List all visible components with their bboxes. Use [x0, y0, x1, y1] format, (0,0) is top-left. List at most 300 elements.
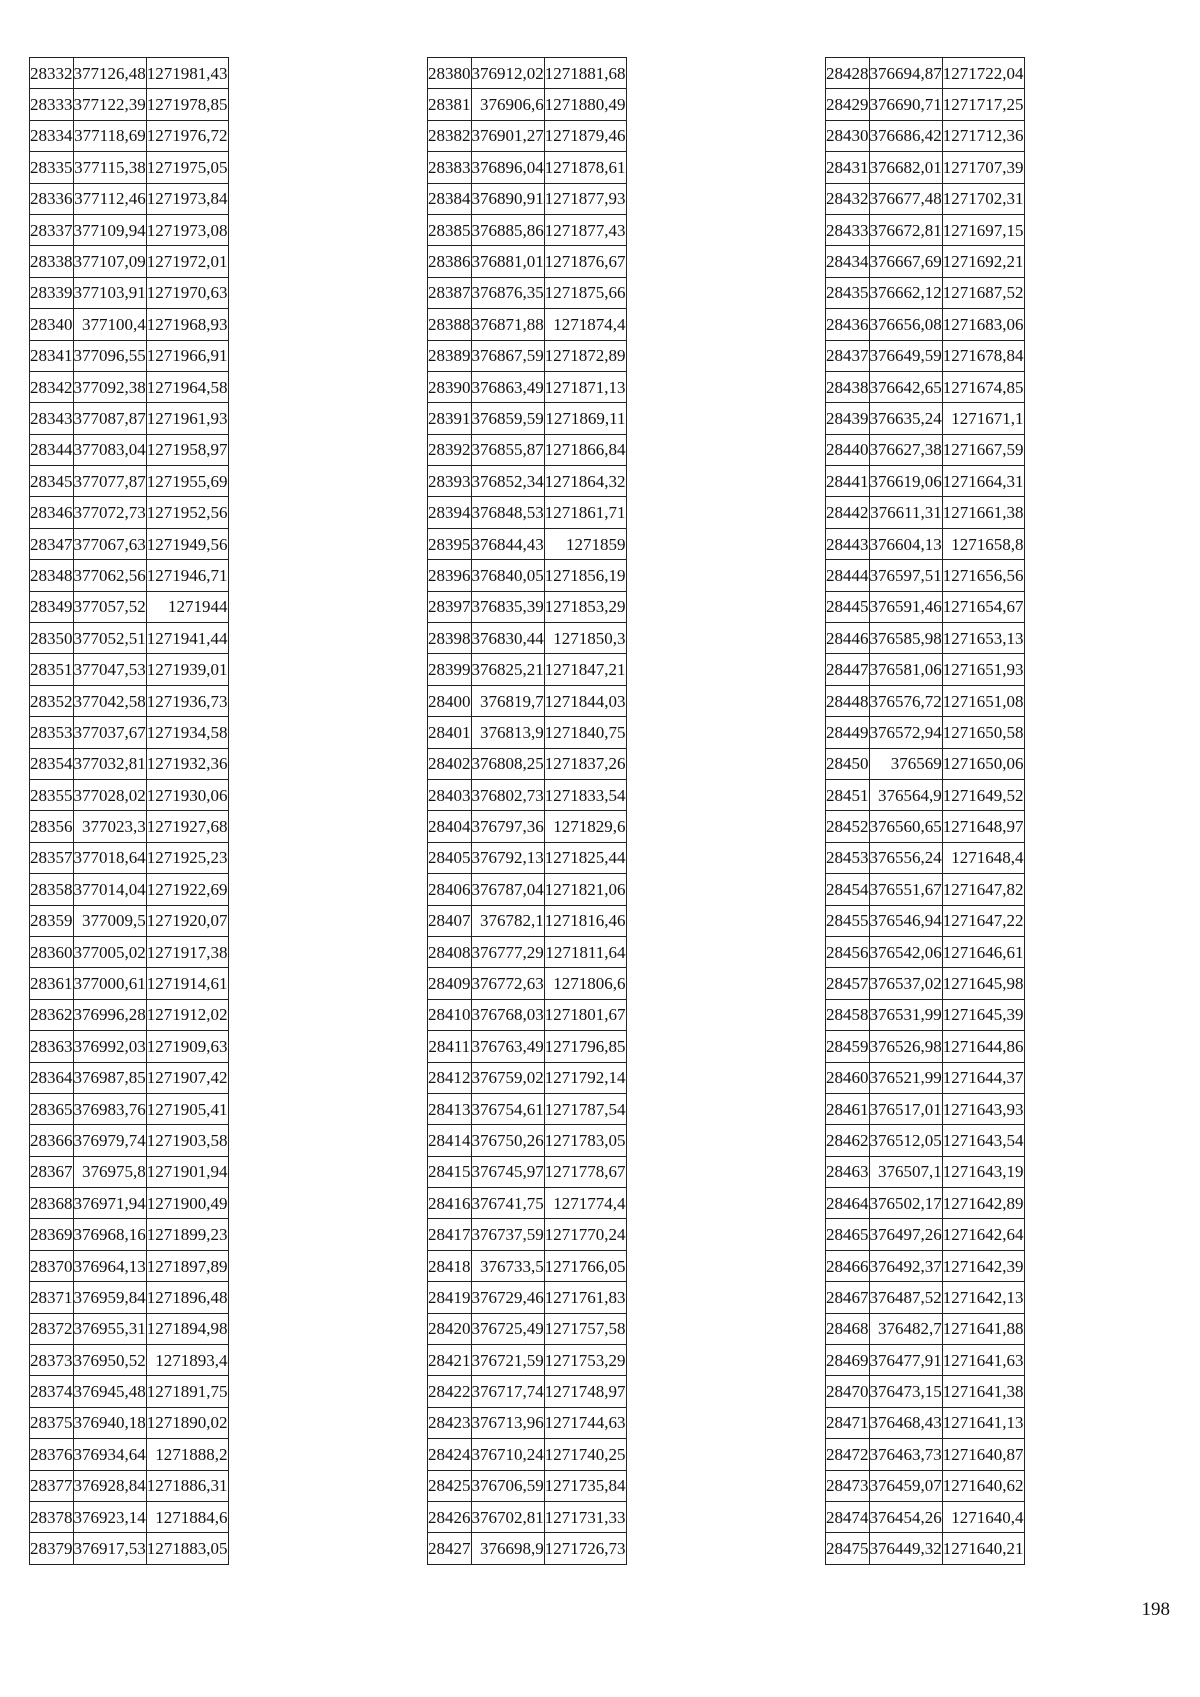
point-number-cell: 28397: [428, 591, 472, 622]
point-number-cell: 28370: [30, 1250, 74, 1281]
x-coordinate-cell: 376983,76: [73, 1093, 146, 1124]
table-row: [826, 1188, 1025, 1219]
y-coordinate-cell: 1271869,11: [544, 403, 626, 434]
table-row: [428, 1376, 627, 1407]
table-row: [428, 152, 627, 183]
table-row: [30, 58, 229, 89]
y-coordinate-cell: 1271640,62: [942, 1470, 1024, 1501]
y-coordinate-cell: 1271886,31: [146, 1470, 228, 1501]
point-number-cell: 28461: [826, 1093, 870, 1124]
x-coordinate-cell: 376754,61: [471, 1093, 544, 1124]
x-coordinate-cell: 376934,64: [73, 1439, 146, 1470]
table-row: [428, 779, 627, 810]
x-coordinate-cell: 376556,24: [869, 842, 942, 873]
point-number-cell: 28341: [30, 340, 74, 371]
table-row: [428, 309, 627, 340]
point-number-cell: 28445: [826, 591, 870, 622]
point-number-cell: 28386: [428, 246, 472, 277]
x-coordinate-cell: 376517,01: [869, 1093, 942, 1124]
x-coordinate-cell: 376497,26: [869, 1219, 942, 1250]
x-coordinate-cell: 377062,56: [73, 560, 146, 591]
x-coordinate-cell: 376792,13: [471, 842, 544, 873]
point-number-cell: 28358: [30, 874, 74, 905]
y-coordinate-cell: 1271837,26: [544, 748, 626, 779]
y-coordinate-cell: 1271866,84: [544, 434, 626, 465]
y-coordinate-cell: 1271650,58: [942, 717, 1024, 748]
table-row: [826, 591, 1025, 622]
point-number-cell: 28416: [428, 1188, 472, 1219]
y-coordinate-cell: 1271874,4: [544, 309, 626, 340]
x-coordinate-cell: 376619,06: [869, 466, 942, 497]
y-coordinate-cell: 1271859: [544, 528, 626, 559]
point-number-cell: 28474: [826, 1501, 870, 1532]
x-coordinate-cell: 377042,58: [73, 685, 146, 716]
y-coordinate-cell: 1271970,63: [146, 277, 228, 308]
table-row: [826, 748, 1025, 779]
x-coordinate-cell: 376876,35: [471, 277, 544, 308]
point-number-cell: 28468: [826, 1313, 870, 1344]
y-coordinate-cell: 1271840,75: [544, 717, 626, 748]
y-coordinate-cell: 1271651,93: [942, 654, 1024, 685]
point-number-cell: 28379: [30, 1533, 74, 1564]
table-row: [826, 340, 1025, 371]
table-row: [428, 371, 627, 402]
point-number-cell: 28367: [30, 1156, 74, 1187]
table-row: [30, 120, 229, 151]
point-number-cell: 28339: [30, 277, 74, 308]
table-row: [826, 654, 1025, 685]
point-number-cell: 28401: [428, 717, 472, 748]
x-coordinate-cell: 376782,1: [471, 905, 544, 936]
table-row: [428, 1533, 627, 1564]
point-number-cell: 28471: [826, 1407, 870, 1438]
y-coordinate-cell: 1271972,01: [146, 246, 228, 277]
table-row: [30, 1031, 229, 1062]
y-coordinate-cell: 1271651,08: [942, 685, 1024, 716]
y-coordinate-cell: 1271783,05: [544, 1125, 626, 1156]
x-coordinate-cell: 376802,73: [471, 779, 544, 810]
point-number-cell: 28428: [826, 58, 870, 89]
point-number-cell: 28398: [428, 623, 472, 654]
y-coordinate-cell: 1271648,97: [942, 811, 1024, 842]
table-row: [428, 1062, 627, 1093]
x-coordinate-cell: 376564,9: [869, 779, 942, 810]
y-coordinate-cell: 1271735,84: [544, 1470, 626, 1501]
x-coordinate-cell: 376468,43: [869, 1407, 942, 1438]
y-coordinate-cell: 1271903,58: [146, 1125, 228, 1156]
point-number-cell: 28454: [826, 874, 870, 905]
x-coordinate-cell: 376682,01: [869, 152, 942, 183]
x-coordinate-cell: 376713,96: [471, 1407, 544, 1438]
y-coordinate-cell: 1271876,67: [544, 246, 626, 277]
point-number-cell: 28389: [428, 340, 472, 371]
x-coordinate-cell: 376702,81: [471, 1501, 544, 1532]
y-coordinate-cell: 1271912,02: [146, 999, 228, 1030]
point-number-cell: 28360: [30, 936, 74, 967]
y-coordinate-cell: 1271968,93: [146, 309, 228, 340]
y-coordinate-cell: 1271944: [146, 591, 228, 622]
x-coordinate-cell: 376923,14: [73, 1501, 146, 1532]
table-row: [30, 1156, 229, 1187]
table-row: [826, 1376, 1025, 1407]
point-number-cell: 28359: [30, 905, 74, 936]
y-coordinate-cell: 1271640,21: [942, 1533, 1024, 1564]
y-coordinate-cell: 1271958,97: [146, 434, 228, 465]
y-coordinate-cell: 1271896,48: [146, 1282, 228, 1313]
point-number-cell: 28460: [826, 1062, 870, 1093]
y-coordinate-cell: 1271973,84: [146, 183, 228, 214]
table-row: [428, 1031, 627, 1062]
table-row: [428, 842, 627, 873]
x-coordinate-cell: 376502,17: [869, 1188, 942, 1219]
table-row: [428, 1439, 627, 1470]
y-coordinate-cell: 1271877,93: [544, 183, 626, 214]
y-coordinate-cell: 1271674,85: [942, 371, 1024, 402]
table-row: [826, 1345, 1025, 1376]
table-row: [826, 120, 1025, 151]
table-row: [30, 999, 229, 1030]
point-number-cell: 28452: [826, 811, 870, 842]
y-coordinate-cell: 1271722,04: [942, 58, 1024, 89]
table-row: [428, 623, 627, 654]
y-coordinate-cell: 1271692,21: [942, 246, 1024, 277]
point-number-cell: 28411: [428, 1031, 472, 1062]
table-row: [428, 1313, 627, 1344]
y-coordinate-cell: 1271891,75: [146, 1376, 228, 1407]
point-number-cell: 28433: [826, 214, 870, 245]
y-coordinate-cell: 1271880,49: [544, 89, 626, 120]
y-coordinate-cell: 1271712,36: [942, 120, 1024, 151]
y-coordinate-cell: 1271661,38: [942, 497, 1024, 528]
table-row: [826, 999, 1025, 1030]
point-number-cell: 28373: [30, 1345, 74, 1376]
point-number-cell: 28381: [428, 89, 472, 120]
point-number-cell: 28344: [30, 434, 74, 465]
table-row: [30, 152, 229, 183]
table-row: [428, 434, 627, 465]
table-row: [826, 434, 1025, 465]
y-coordinate-cell: 1271643,54: [942, 1125, 1024, 1156]
x-coordinate-cell: 377112,46: [73, 183, 146, 214]
point-number-cell: 28431: [826, 152, 870, 183]
table-row: [30, 1282, 229, 1313]
point-number-cell: 28413: [428, 1093, 472, 1124]
x-coordinate-cell: 377057,52: [73, 591, 146, 622]
table-row: [30, 1439, 229, 1470]
table-row: [826, 309, 1025, 340]
point-number-cell: 28345: [30, 466, 74, 497]
point-number-cell: 28464: [826, 1188, 870, 1219]
y-coordinate-cell: 1271654,67: [942, 591, 1024, 622]
point-number-cell: 28383: [428, 152, 472, 183]
point-number-cell: 28378: [30, 1501, 74, 1532]
y-coordinate-cell: 1271641,13: [942, 1407, 1024, 1438]
point-number-cell: 28394: [428, 497, 472, 528]
y-coordinate-cell: 1271647,22: [942, 905, 1024, 936]
x-coordinate-cell: 377092,38: [73, 371, 146, 402]
point-number-cell: 28475: [826, 1533, 870, 1564]
x-coordinate-cell: 376940,18: [73, 1407, 146, 1438]
x-coordinate-cell: 377000,61: [73, 968, 146, 999]
x-coordinate-cell: 376717,74: [471, 1376, 544, 1407]
x-coordinate-cell: 376521,99: [869, 1062, 942, 1093]
y-coordinate-cell: 1271966,91: [146, 340, 228, 371]
point-number-cell: 28388: [428, 309, 472, 340]
x-coordinate-cell: 376507,1: [869, 1156, 942, 1187]
x-coordinate-cell: 377032,81: [73, 748, 146, 779]
y-coordinate-cell: 1271847,21: [544, 654, 626, 685]
table-row: [826, 623, 1025, 654]
y-coordinate-cell: 1271888,2: [146, 1439, 228, 1470]
x-coordinate-cell: 376745,97: [471, 1156, 544, 1187]
x-coordinate-cell: 376463,73: [869, 1439, 942, 1470]
y-coordinate-cell: 1271640,87: [942, 1439, 1024, 1470]
y-coordinate-cell: 1271894,98: [146, 1313, 228, 1344]
y-coordinate-cell: 1271748,97: [544, 1376, 626, 1407]
x-coordinate-cell: 376987,85: [73, 1062, 146, 1093]
x-coordinate-cell: 376725,49: [471, 1313, 544, 1344]
table-row: [428, 183, 627, 214]
y-coordinate-cell: 1271778,67: [544, 1156, 626, 1187]
x-coordinate-cell: 376449,32: [869, 1533, 942, 1564]
x-coordinate-cell: 376945,48: [73, 1376, 146, 1407]
x-coordinate-cell: 376526,98: [869, 1031, 942, 1062]
table-row: [30, 1188, 229, 1219]
x-coordinate-cell: 376885,86: [471, 214, 544, 245]
x-coordinate-cell: 377047,53: [73, 654, 146, 685]
point-number-cell: 28391: [428, 403, 472, 434]
point-number-cell: 28450: [826, 748, 870, 779]
y-coordinate-cell: 1271914,61: [146, 968, 228, 999]
point-number-cell: 28362: [30, 999, 74, 1030]
table-row: [30, 591, 229, 622]
y-coordinate-cell: 1271955,69: [146, 466, 228, 497]
x-coordinate-cell: 376797,36: [471, 811, 544, 842]
x-coordinate-cell: 376662,12: [869, 277, 942, 308]
point-number-cell: 28365: [30, 1093, 74, 1124]
x-coordinate-cell: 376768,03: [471, 999, 544, 1030]
table-row: [428, 968, 627, 999]
x-coordinate-cell: 376454,26: [869, 1501, 942, 1532]
x-coordinate-cell: 377005,02: [73, 936, 146, 967]
x-coordinate-cell: 376855,87: [471, 434, 544, 465]
point-number-cell: 28382: [428, 120, 472, 151]
x-coordinate-cell: 376477,91: [869, 1345, 942, 1376]
point-number-cell: 28432: [826, 183, 870, 214]
y-coordinate-cell: 1271687,52: [942, 277, 1024, 308]
point-number-cell: 28340: [30, 309, 74, 340]
y-coordinate-cell: 1271643,93: [942, 1093, 1024, 1124]
table-row: [30, 1250, 229, 1281]
x-coordinate-cell: 376896,04: [471, 152, 544, 183]
x-coordinate-cell: 376992,03: [73, 1031, 146, 1062]
table-row: [428, 905, 627, 936]
point-number-cell: 28453: [826, 842, 870, 873]
x-coordinate-cell: 376917,53: [73, 1533, 146, 1564]
point-number-cell: 28368: [30, 1188, 74, 1219]
y-coordinate-cell: 1271770,24: [544, 1219, 626, 1250]
table-row: [826, 874, 1025, 905]
x-coordinate-cell: 377096,55: [73, 340, 146, 371]
point-number-cell: 28442: [826, 497, 870, 528]
y-coordinate-cell: 1271890,02: [146, 1407, 228, 1438]
x-coordinate-cell: 377103,91: [73, 277, 146, 308]
x-coordinate-cell: 376487,52: [869, 1282, 942, 1313]
y-coordinate-cell: 1271787,54: [544, 1093, 626, 1124]
table-row: [428, 685, 627, 716]
point-number-cell: 28392: [428, 434, 472, 465]
table-row: [30, 717, 229, 748]
table-row: [428, 1188, 627, 1219]
point-number-cell: 28396: [428, 560, 472, 591]
table-row: [30, 183, 229, 214]
x-coordinate-cell: 376955,31: [73, 1313, 146, 1344]
y-coordinate-cell: 1271900,49: [146, 1188, 228, 1219]
y-coordinate-cell: 1271757,58: [544, 1313, 626, 1344]
point-number-cell: 28406: [428, 874, 472, 905]
y-coordinate-cell: 1271683,06: [942, 309, 1024, 340]
x-coordinate-cell: 376867,59: [471, 340, 544, 371]
x-coordinate-cell: 376777,29: [471, 936, 544, 967]
x-coordinate-cell: 377014,04: [73, 874, 146, 905]
table-row: [826, 685, 1025, 716]
table-row: [428, 1470, 627, 1501]
x-coordinate-cell: 376667,69: [869, 246, 942, 277]
x-coordinate-cell: 376741,75: [471, 1188, 544, 1219]
table-row: [428, 1282, 627, 1313]
table-row: [428, 340, 627, 371]
x-coordinate-cell: 377023,3: [73, 811, 146, 842]
point-number-cell: 28348: [30, 560, 74, 591]
point-number-cell: 28466: [826, 1250, 870, 1281]
table-row: [428, 936, 627, 967]
table-row: [826, 842, 1025, 873]
x-coordinate-cell: 376492,37: [869, 1250, 942, 1281]
y-coordinate-cell: 1271731,33: [544, 1501, 626, 1532]
x-coordinate-cell: 376706,59: [471, 1470, 544, 1501]
x-coordinate-cell: 376848,53: [471, 497, 544, 528]
point-number-cell: 28350: [30, 623, 74, 654]
y-coordinate-cell: 1271642,89: [942, 1188, 1024, 1219]
table-row: [826, 1156, 1025, 1187]
point-number-cell: 28352: [30, 685, 74, 716]
table-row: [428, 591, 627, 622]
y-coordinate-cell: 1271907,42: [146, 1062, 228, 1093]
y-coordinate-cell: 1271664,31: [942, 466, 1024, 497]
table-row: [428, 58, 627, 89]
table-row: [428, 277, 627, 308]
x-coordinate-cell: 377109,94: [73, 214, 146, 245]
point-number-cell: 28374: [30, 1376, 74, 1407]
table-row: [30, 340, 229, 371]
table-row: [826, 1125, 1025, 1156]
y-coordinate-cell: 1271647,82: [942, 874, 1024, 905]
table-row: [30, 874, 229, 905]
point-number-cell: 28427: [428, 1533, 472, 1564]
table-row: [30, 371, 229, 402]
point-number-cell: 28459: [826, 1031, 870, 1062]
x-coordinate-cell: 376677,48: [869, 183, 942, 214]
point-number-cell: 28355: [30, 779, 74, 810]
y-coordinate-cell: 1271643,19: [942, 1156, 1024, 1187]
x-coordinate-cell: 376928,84: [73, 1470, 146, 1501]
table-row: [428, 1407, 627, 1438]
x-coordinate-cell: 376759,02: [471, 1062, 544, 1093]
x-coordinate-cell: 376560,65: [869, 811, 942, 842]
y-coordinate-cell: 1271975,05: [146, 152, 228, 183]
y-coordinate-cell: 1271973,08: [146, 214, 228, 245]
point-number-cell: 28458: [826, 999, 870, 1030]
x-coordinate-cell: 376656,08: [869, 309, 942, 340]
table-row: [428, 1093, 627, 1124]
table-row: [826, 1313, 1025, 1344]
y-coordinate-cell: 1271726,73: [544, 1533, 626, 1564]
y-coordinate-cell: 1271766,05: [544, 1250, 626, 1281]
table-row: [826, 905, 1025, 936]
y-coordinate-cell: 1271649,52: [942, 779, 1024, 810]
x-coordinate-cell: 376881,01: [471, 246, 544, 277]
x-coordinate-cell: 376840,05: [471, 560, 544, 591]
point-number-cell: 28390: [428, 371, 472, 402]
x-coordinate-cell: 376912,02: [471, 58, 544, 89]
table-row: [826, 1093, 1025, 1124]
y-coordinate-cell: 1271844,03: [544, 685, 626, 716]
point-number-cell: 28385: [428, 214, 472, 245]
x-coordinate-cell: 376890,91: [471, 183, 544, 214]
y-coordinate-cell: 1271640,4: [942, 1501, 1024, 1532]
table-row: [30, 246, 229, 277]
point-number-cell: 28343: [30, 403, 74, 434]
point-number-cell: 28438: [826, 371, 870, 402]
x-coordinate-cell: 376863,49: [471, 371, 544, 402]
x-coordinate-cell: 376569: [869, 748, 942, 779]
x-coordinate-cell: 376482,7: [869, 1313, 942, 1344]
table-row: [428, 874, 627, 905]
y-coordinate-cell: 1271927,68: [146, 811, 228, 842]
y-coordinate-cell: 1271932,36: [146, 748, 228, 779]
table-row: [428, 497, 627, 528]
y-coordinate-cell: 1271792,14: [544, 1062, 626, 1093]
y-coordinate-cell: 1271850,3: [544, 623, 626, 654]
table-row: [826, 1439, 1025, 1470]
point-number-cell: 28347: [30, 528, 74, 559]
coordinate-table: [29, 57, 229, 1565]
point-number-cell: 28338: [30, 246, 74, 277]
y-coordinate-cell: 1271641,63: [942, 1345, 1024, 1376]
y-coordinate-cell: 1271641,38: [942, 1376, 1024, 1407]
point-number-cell: 28366: [30, 1125, 74, 1156]
table-row: [826, 1282, 1025, 1313]
y-coordinate-cell: 1271816,46: [544, 905, 626, 936]
table-row: [30, 748, 229, 779]
table-row: [30, 403, 229, 434]
table-row: [30, 1407, 229, 1438]
table-row: [30, 1062, 229, 1093]
point-number-cell: 28346: [30, 497, 74, 528]
table-row: [30, 1470, 229, 1501]
y-coordinate-cell: 1271671,1: [942, 403, 1024, 434]
y-coordinate-cell: 1271650,06: [942, 748, 1024, 779]
y-coordinate-cell: 1271934,58: [146, 717, 228, 748]
point-number-cell: 28467: [826, 1282, 870, 1313]
table-row: [428, 120, 627, 151]
table-row: [826, 497, 1025, 528]
table-row: [30, 1313, 229, 1344]
y-coordinate-cell: 1271811,64: [544, 936, 626, 967]
table-row: [826, 403, 1025, 434]
point-number-cell: 28407: [428, 905, 472, 936]
x-coordinate-cell: 376551,67: [869, 874, 942, 905]
